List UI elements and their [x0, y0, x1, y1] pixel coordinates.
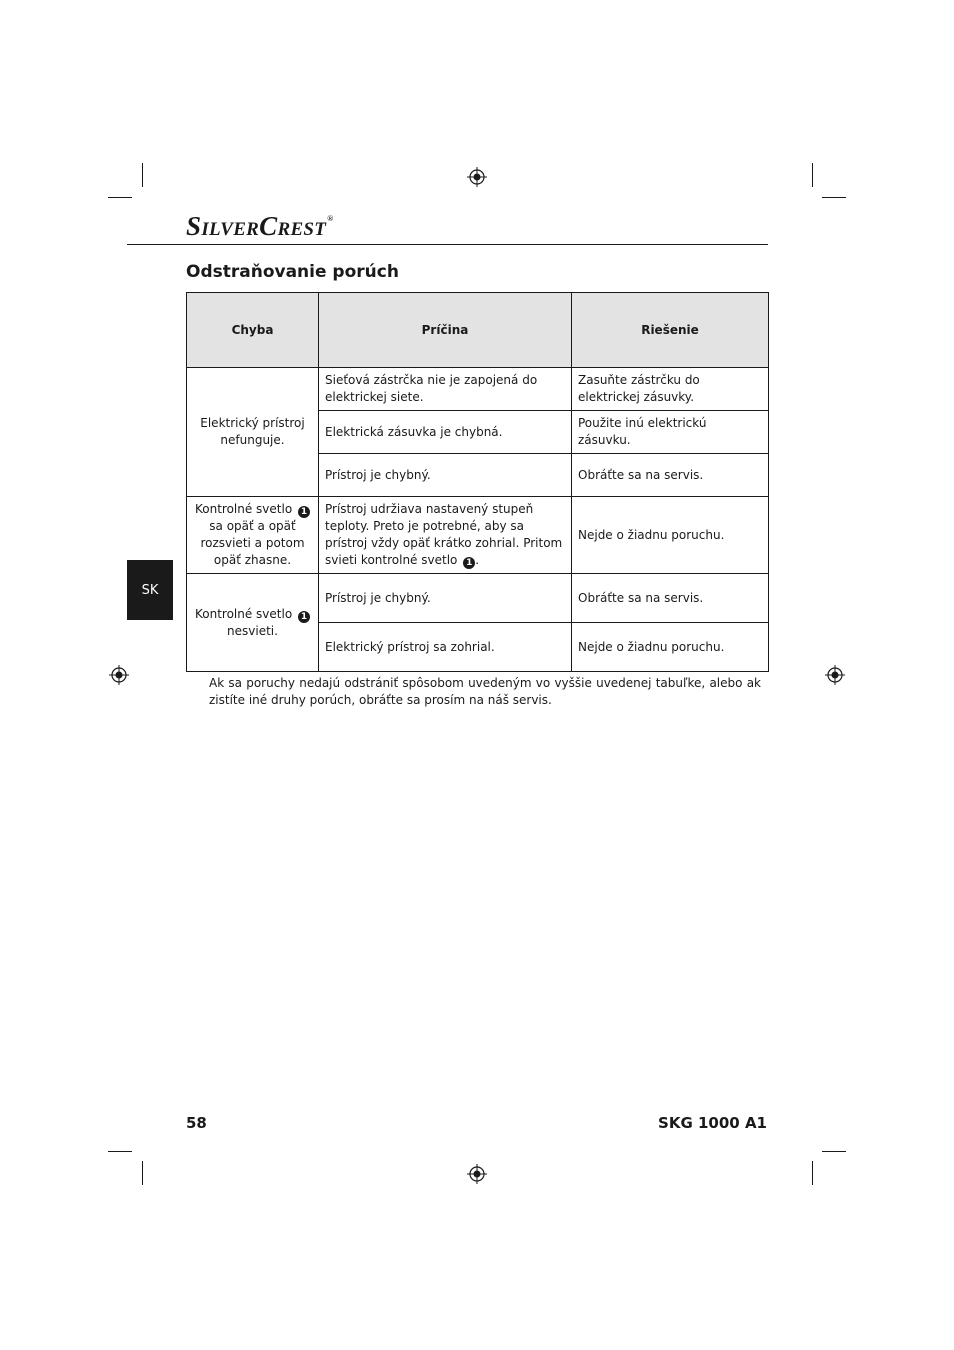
- cause-cell: Prístroj je chybný.: [319, 574, 572, 623]
- cause-cell: Prístroj je chybný.: [319, 454, 572, 497]
- troubleshooting-table: [186, 292, 769, 672]
- registration-mark-icon: [109, 665, 129, 685]
- column-header-cause: Príčina: [319, 293, 572, 368]
- cause-cell: Elektrický prístroj sa zohrial.: [319, 623, 572, 672]
- indicator-number-icon: 1: [298, 611, 310, 623]
- solution-cell: Nejde o žiadnu poruchu.: [572, 497, 769, 574]
- column-header-solution: Riešenie: [572, 293, 769, 368]
- solution-cell: Použite inú elektrickú zásuvku.: [572, 411, 769, 454]
- registration-mark-icon: [825, 665, 845, 685]
- table-row: [187, 368, 769, 411]
- crop-mark: [108, 1151, 132, 1152]
- error-cell: Elektrický prístroj nefunguje.: [187, 368, 319, 497]
- crop-mark: [822, 197, 846, 198]
- cause-cell: Elektrická zásuvka je chybná.: [319, 411, 572, 454]
- solution-cell: Obráťte sa na servis.: [572, 574, 769, 623]
- page-title: Odstraňovanie porúch: [186, 262, 399, 282]
- crop-mark: [142, 163, 143, 187]
- table-row: [187, 497, 769, 574]
- indicator-number-icon: 1: [463, 557, 475, 569]
- indicator-number-icon: 1: [298, 506, 310, 518]
- column-header-error: Chyba: [187, 293, 319, 368]
- crop-mark: [812, 1161, 813, 1185]
- crop-mark: [812, 163, 813, 187]
- solution-cell: Obráťte sa na servis.: [572, 454, 769, 497]
- cause-cell: Sieťová zástrčka nie je zapojená do elektrickej siete.: [319, 368, 572, 411]
- solution-cell: Zasuňte zástrčku do elektrickej zásuvky.: [572, 368, 769, 411]
- service-note: Ak sa poruchy nedajú odstrániť spôsobom uvedeným vo vyššie uvedenej tabuľke, alebo ak zistíte iné druhy porúch, obráťte sa prosím na náš servis.: [209, 676, 761, 707]
- cause-cell: Prístroj udržiava nastavený stupeň teploty. Preto je potrebné, aby sa prístroj vždy opäť krátko zohrial. Pritom svieti kontrolné svetlo 1 .: [319, 497, 572, 574]
- language-tab: SK: [127, 560, 173, 620]
- registration-mark-icon: [467, 167, 487, 187]
- crop-mark: [142, 1161, 143, 1185]
- solution-cell: Nejde o žiadnu poruchu.: [572, 623, 769, 672]
- registration-mark-icon: [467, 1164, 487, 1184]
- brand-logo: SILVERCREST®: [186, 211, 334, 241]
- page-number: 58: [186, 1114, 207, 1132]
- table-header-row: [187, 293, 769, 368]
- table-row: [187, 574, 769, 623]
- error-cell: Kontrolné svetlo 1 sa opäť a opäť rozsvieti a potom opäť zhasne.: [187, 497, 319, 574]
- crop-mark: [108, 197, 132, 198]
- error-cell: Kontrolné svetlo 1 nesvieti.: [187, 574, 319, 672]
- header-rule: [127, 244, 768, 245]
- model-name: SKG 1000 A1: [658, 1114, 767, 1132]
- crop-mark: [822, 1151, 846, 1152]
